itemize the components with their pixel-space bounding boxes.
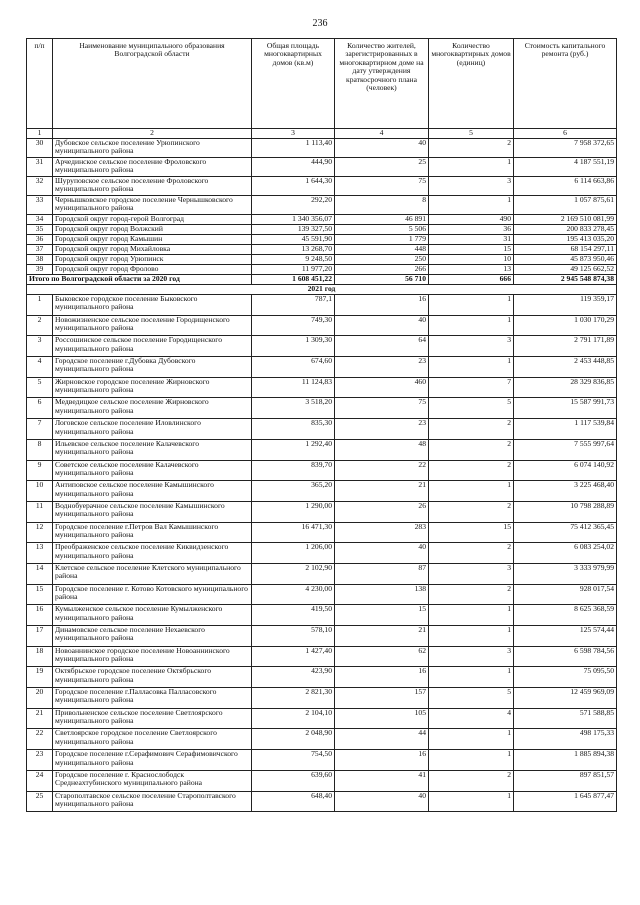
row-houses: 36 [429, 225, 514, 235]
row-index: 16 [27, 605, 53, 626]
row-name: Городской округ город Михайловка [53, 245, 252, 255]
row-cost: 1 885 894,38 [514, 750, 617, 771]
header-name: Наименование муниципального образования Волгоградской области [53, 39, 252, 129]
row-name: Новожизненское сельское поселение Городищенского муниципального района [53, 315, 252, 336]
row-houses: 7 [429, 377, 514, 398]
row-name: Чернышковское городское поселение Чернышковского муниципального района [53, 196, 252, 215]
table-row [27, 522, 617, 543]
row-area: 45 591,90 [252, 235, 335, 245]
row-houses: 1 [429, 605, 514, 626]
row-houses: 1 [429, 626, 514, 647]
row-index: 12 [27, 522, 53, 543]
table-row [27, 750, 617, 771]
table-row [27, 158, 617, 177]
row-name: Октябрьское городское поселение Октябрьского муниципального района [53, 667, 252, 688]
row-houses: 2 [429, 501, 514, 522]
row-area: 1 427,40 [252, 646, 335, 667]
row-index: 37 [27, 245, 53, 255]
total-residents: 56 710 [335, 275, 429, 285]
row-index: 36 [27, 235, 53, 245]
row-residents: 16 [335, 667, 429, 688]
row-name: Городское поселение г.Палласовка Палласовского муниципального района [53, 688, 252, 709]
row-residents: 21 [335, 626, 429, 647]
row-cost: 3 225 468,40 [514, 481, 617, 502]
row-name: Светлоярское городское поселение Светлоярского муниципального района [53, 729, 252, 750]
row-houses: 1 [429, 667, 514, 688]
table-row [27, 791, 617, 812]
row-index: 4 [27, 357, 53, 378]
table-row [27, 255, 617, 265]
row-index: 30 [27, 139, 53, 158]
column-number: 6 [514, 129, 617, 139]
row-name: Городское поселение г.Серафимович Серафимовичского муниципального района [53, 750, 252, 771]
row-area: 1 113,40 [252, 139, 335, 158]
table-row [27, 460, 617, 481]
header-residents: Количество жителей, зарегистрированных в многоквартирном доме на дату утверждения краткосрочного плана (человек) [335, 39, 429, 129]
header-row [27, 39, 617, 129]
row-residents: 266 [335, 265, 429, 275]
row-houses: 2 [429, 460, 514, 481]
row-index: 39 [27, 265, 53, 275]
row-name: Логовское сельское поселение Иловлинского муниципального района [53, 419, 252, 440]
row-cost: 119 359,17 [514, 295, 617, 316]
table-row [27, 584, 617, 605]
column-number: 3 [252, 129, 335, 139]
row-name: Городской округ город-герой Волгоград [53, 215, 252, 225]
row-name: Антиповское сельское поселение Камышинского муниципального района [53, 481, 252, 502]
row-residents: 460 [335, 377, 429, 398]
row-area: 11 977,20 [252, 265, 335, 275]
row-houses: 1 [429, 357, 514, 378]
row-area: 839,70 [252, 460, 335, 481]
row-index: 13 [27, 543, 53, 564]
row-residents: 40 [335, 315, 429, 336]
row-area: 444,90 [252, 158, 335, 177]
row-cost: 6 083 254,02 [514, 543, 617, 564]
column-number: 2 [53, 129, 252, 139]
row-houses: 10 [429, 255, 514, 265]
row-index: 23 [27, 750, 53, 771]
row-name: Городское поселение г.Дубовка Дубовского муниципального района [53, 357, 252, 378]
row-name: Быковское городское поселение Быковского муниципального района [53, 295, 252, 316]
row-cost: 928 017,54 [514, 584, 617, 605]
table-row [27, 265, 617, 275]
table-row [27, 357, 617, 378]
total-houses: 666 [429, 275, 514, 285]
table-row [27, 196, 617, 215]
row-area: 639,60 [252, 770, 335, 791]
column-number: 5 [429, 129, 514, 139]
row-houses: 2 [429, 770, 514, 791]
row-houses: 1 [429, 315, 514, 336]
rows-2021 [27, 295, 617, 812]
table-row [27, 315, 617, 336]
table-row [27, 667, 617, 688]
row-residents: 44 [335, 729, 429, 750]
row-cost: 68 154 297,11 [514, 245, 617, 255]
row-area: 674,60 [252, 357, 335, 378]
row-area: 749,30 [252, 315, 335, 336]
table-row [27, 215, 617, 225]
row-area: 787,1 [252, 295, 335, 316]
row-residents: 87 [335, 563, 429, 584]
row-houses: 3 [429, 177, 514, 196]
row-cost: 6 074 140,92 [514, 460, 617, 481]
table-row [27, 708, 617, 729]
row-area: 2 104,10 [252, 708, 335, 729]
table-row [27, 729, 617, 750]
row-cost: 75 412 365,45 [514, 522, 617, 543]
row-residents: 23 [335, 357, 429, 378]
section-title: 2021 год [27, 285, 617, 295]
row-area: 292,20 [252, 196, 335, 215]
row-name: Городское поселение г. Котово Котовского муниципального района [53, 584, 252, 605]
row-residents: 21 [335, 481, 429, 502]
row-area: 1 309,30 [252, 336, 335, 357]
row-cost: 6 598 784,56 [514, 646, 617, 667]
row-index: 6 [27, 398, 53, 419]
header-houses: Количество многоквартирных домов (единиц) [429, 39, 514, 129]
table-row [27, 501, 617, 522]
row-index: 9 [27, 460, 53, 481]
row-residents: 138 [335, 584, 429, 605]
row-cost: 75 095,50 [514, 667, 617, 688]
row-houses: 13 [429, 265, 514, 275]
row-index: 33 [27, 196, 53, 215]
row-cost: 1 117 539,84 [514, 419, 617, 440]
row-area: 3 518,20 [252, 398, 335, 419]
row-name: Воднобуерачное сельское поселение Камышинского муниципального района [53, 501, 252, 522]
table-row [27, 481, 617, 502]
row-houses: 2 [429, 439, 514, 460]
row-index: 31 [27, 158, 53, 177]
row-residents: 64 [335, 336, 429, 357]
row-name: Преображенское сельское поселение Киквидзенского муниципального района [53, 543, 252, 564]
row-residents: 16 [335, 750, 429, 771]
table-row [27, 177, 617, 196]
row-name: Городской округ город Волжский [53, 225, 252, 235]
table-row [27, 626, 617, 647]
row-residents: 75 [335, 398, 429, 419]
row-residents: 448 [335, 245, 429, 255]
row-name: Дубовское сельское поселение Урюпинского муниципального района [53, 139, 252, 158]
row-residents: 40 [335, 543, 429, 564]
row-cost: 6 114 663,86 [514, 177, 617, 196]
row-houses: 1 [429, 750, 514, 771]
row-index: 21 [27, 708, 53, 729]
row-area: 4 230,00 [252, 584, 335, 605]
totals-and-section [27, 275, 617, 295]
row-houses: 1 [429, 791, 514, 812]
row-name: Городской округ город Фролово [53, 265, 252, 275]
row-residents: 5 506 [335, 225, 429, 235]
row-index: 25 [27, 791, 53, 812]
row-name: Ильевское сельское поселение Калачевского муниципального района [53, 439, 252, 460]
row-houses: 5 [429, 688, 514, 709]
row-area: 365,20 [252, 481, 335, 502]
row-residents: 22 [335, 460, 429, 481]
row-index: 3 [27, 336, 53, 357]
row-area: 423,90 [252, 667, 335, 688]
row-area: 419,50 [252, 605, 335, 626]
row-houses: 2 [429, 584, 514, 605]
row-area: 2 048,90 [252, 729, 335, 750]
row-index: 14 [27, 563, 53, 584]
row-index: 19 [27, 667, 53, 688]
row-residents: 250 [335, 255, 429, 265]
row-residents: 48 [335, 439, 429, 460]
table-row [27, 398, 617, 419]
row-name: Городской округ город Урюпинск [53, 255, 252, 265]
row-residents: 75 [335, 177, 429, 196]
table-row [27, 419, 617, 440]
row-residents: 26 [335, 501, 429, 522]
header-index: п/п [27, 39, 53, 129]
row-name: Клетское сельское поселение Клетского муниципального района [53, 563, 252, 584]
row-cost: 1 057 875,61 [514, 196, 617, 215]
row-area: 1 290,00 [252, 501, 335, 522]
row-houses: 3 [429, 336, 514, 357]
row-houses: 1 [429, 295, 514, 316]
column-number: 4 [335, 129, 429, 139]
column-number: 1 [27, 129, 53, 139]
row-index: 10 [27, 481, 53, 502]
row-name: Россошинское сельское поселение Городищенского муниципального района [53, 336, 252, 357]
row-residents: 62 [335, 646, 429, 667]
row-index: 15 [27, 584, 53, 605]
row-name: Новоаннинское городское поселение Новоаннинского муниципального района [53, 646, 252, 667]
row-cost: 4 187 551,19 [514, 158, 617, 177]
row-cost: 2 453 448,85 [514, 357, 617, 378]
row-cost: 8 625 368,59 [514, 605, 617, 626]
row-houses: 2 [429, 419, 514, 440]
row-area: 139 327,50 [252, 225, 335, 235]
row-cost: 571 588,85 [514, 708, 617, 729]
row-cost: 49 125 662,52 [514, 265, 617, 275]
row-area: 578,10 [252, 626, 335, 647]
table-row [27, 563, 617, 584]
table-row [27, 605, 617, 626]
row-index: 2 [27, 315, 53, 336]
row-index: 8 [27, 439, 53, 460]
capital-repair-table [26, 38, 617, 812]
row-name: Городское поселение г.Петров Вал Камышинского муниципального района [53, 522, 252, 543]
row-cost: 7 958 372,65 [514, 139, 617, 158]
row-cost: 897 851,57 [514, 770, 617, 791]
row-houses: 1 [429, 196, 514, 215]
row-index: 24 [27, 770, 53, 791]
row-houses: 31 [429, 235, 514, 245]
total-cost: 2 945 548 874,38 [514, 275, 617, 285]
row-cost: 3 333 979,99 [514, 563, 617, 584]
row-name: Кумылженское сельское поселение Кумылженского муниципального района [53, 605, 252, 626]
table-row [27, 336, 617, 357]
row-area: 835,30 [252, 419, 335, 440]
row-residents: 283 [335, 522, 429, 543]
row-name: Жирновское городское поселение Жирновского муниципального района [53, 377, 252, 398]
row-area: 13 268,70 [252, 245, 335, 255]
row-index: 7 [27, 419, 53, 440]
row-cost: 1 030 170,29 [514, 315, 617, 336]
table-row [27, 235, 617, 245]
row-houses: 1 [429, 729, 514, 750]
row-residents: 23 [335, 419, 429, 440]
row-area: 1 340 356,07 [252, 215, 335, 225]
row-index: 32 [27, 177, 53, 196]
row-cost: 1 645 877,47 [514, 791, 617, 812]
row-houses: 490 [429, 215, 514, 225]
row-area: 754,50 [252, 750, 335, 771]
row-residents: 15 [335, 605, 429, 626]
row-residents: 105 [335, 708, 429, 729]
row-index: 20 [27, 688, 53, 709]
row-index: 35 [27, 225, 53, 235]
row-area: 648,40 [252, 791, 335, 812]
row-houses: 3 [429, 646, 514, 667]
row-houses: 1 [429, 481, 514, 502]
table-row [27, 295, 617, 316]
row-cost: 7 555 997,64 [514, 439, 617, 460]
rows-2020 [27, 139, 617, 275]
row-cost: 15 587 991,73 [514, 398, 617, 419]
row-cost: 10 798 288,89 [514, 501, 617, 522]
table-row [27, 770, 617, 791]
row-index: 22 [27, 729, 53, 750]
row-name: Медведицкое сельское поселение Жирновского муниципального района [53, 398, 252, 419]
row-houses: 5 [429, 398, 514, 419]
row-cost: 28 329 836,85 [514, 377, 617, 398]
row-cost: 45 873 950,46 [514, 255, 617, 265]
row-residents: 8 [335, 196, 429, 215]
table-row [27, 139, 617, 158]
row-index: 1 [27, 295, 53, 316]
row-cost: 2 169 510 081,99 [514, 215, 617, 225]
row-residents: 25 [335, 158, 429, 177]
page-number: 236 [312, 18, 328, 29]
row-name: Шуруповское сельское поселение Фроловского муниципального района [53, 177, 252, 196]
row-cost: 200 833 278,45 [514, 225, 617, 235]
header-area: Общая площадь многоквартирных домов (кв.м) [252, 39, 335, 129]
row-index: 11 [27, 501, 53, 522]
row-area: 2 102,90 [252, 563, 335, 584]
row-houses: 15 [429, 522, 514, 543]
header-cost: Стоимость капитального ремонта (руб.) [514, 39, 617, 129]
row-area: 1 206,00 [252, 543, 335, 564]
row-houses: 2 [429, 139, 514, 158]
row-houses: 3 [429, 563, 514, 584]
row-name: Динамовское сельское поселение Нехаевского муниципального района [53, 626, 252, 647]
row-index: 5 [27, 377, 53, 398]
row-residents: 41 [335, 770, 429, 791]
row-name: Советское сельское поселение Калачевского муниципального района [53, 460, 252, 481]
row-name: Привольненское сельское поселение Светлоярского муниципального района [53, 708, 252, 729]
section-row-2021 [27, 285, 617, 295]
row-area: 1 644,30 [252, 177, 335, 196]
row-houses: 2 [429, 543, 514, 564]
row-cost: 125 574,44 [514, 626, 617, 647]
row-cost: 2 791 171,89 [514, 336, 617, 357]
row-area: 2 821,30 [252, 688, 335, 709]
row-residents: 46 891 [335, 215, 429, 225]
row-cost: 195 413 035,20 [514, 235, 617, 245]
row-index: 34 [27, 215, 53, 225]
row-index: 38 [27, 255, 53, 265]
row-area: 16 471,30 [252, 522, 335, 543]
row-name: Арчединское сельское поселение Фроловского муниципального района [53, 158, 252, 177]
table-row [27, 225, 617, 235]
total-label: Итого по Волгоградской области за 2020 год [27, 275, 252, 285]
total-row-2020 [27, 275, 617, 285]
row-houses: 1 [429, 158, 514, 177]
row-residents: 157 [335, 688, 429, 709]
column-number-row [27, 129, 617, 139]
row-index: 18 [27, 646, 53, 667]
table-row [27, 439, 617, 460]
table-row [27, 245, 617, 255]
row-houses: 15 [429, 245, 514, 255]
row-area: 9 248,50 [252, 255, 335, 265]
row-residents: 40 [335, 791, 429, 812]
table-row [27, 543, 617, 564]
row-area: 11 124,83 [252, 377, 335, 398]
table-row [27, 377, 617, 398]
row-residents: 16 [335, 295, 429, 316]
row-residents: 1 779 [335, 235, 429, 245]
table-row [27, 646, 617, 667]
row-cost: 498 175,33 [514, 729, 617, 750]
row-index: 17 [27, 626, 53, 647]
row-name: Старополтавское сельское поселение Старополтавского муниципального района [53, 791, 252, 812]
row-houses: 4 [429, 708, 514, 729]
row-residents: 40 [335, 139, 429, 158]
total-area: 1 608 451,22 [252, 275, 335, 285]
table-row [27, 688, 617, 709]
row-cost: 12 459 969,09 [514, 688, 617, 709]
row-name: Городской округ город Камышин [53, 235, 252, 245]
row-name: Городское поселение г. Краснослободск Среднеахтубинского муниципального района [53, 770, 252, 791]
row-area: 1 292,40 [252, 439, 335, 460]
